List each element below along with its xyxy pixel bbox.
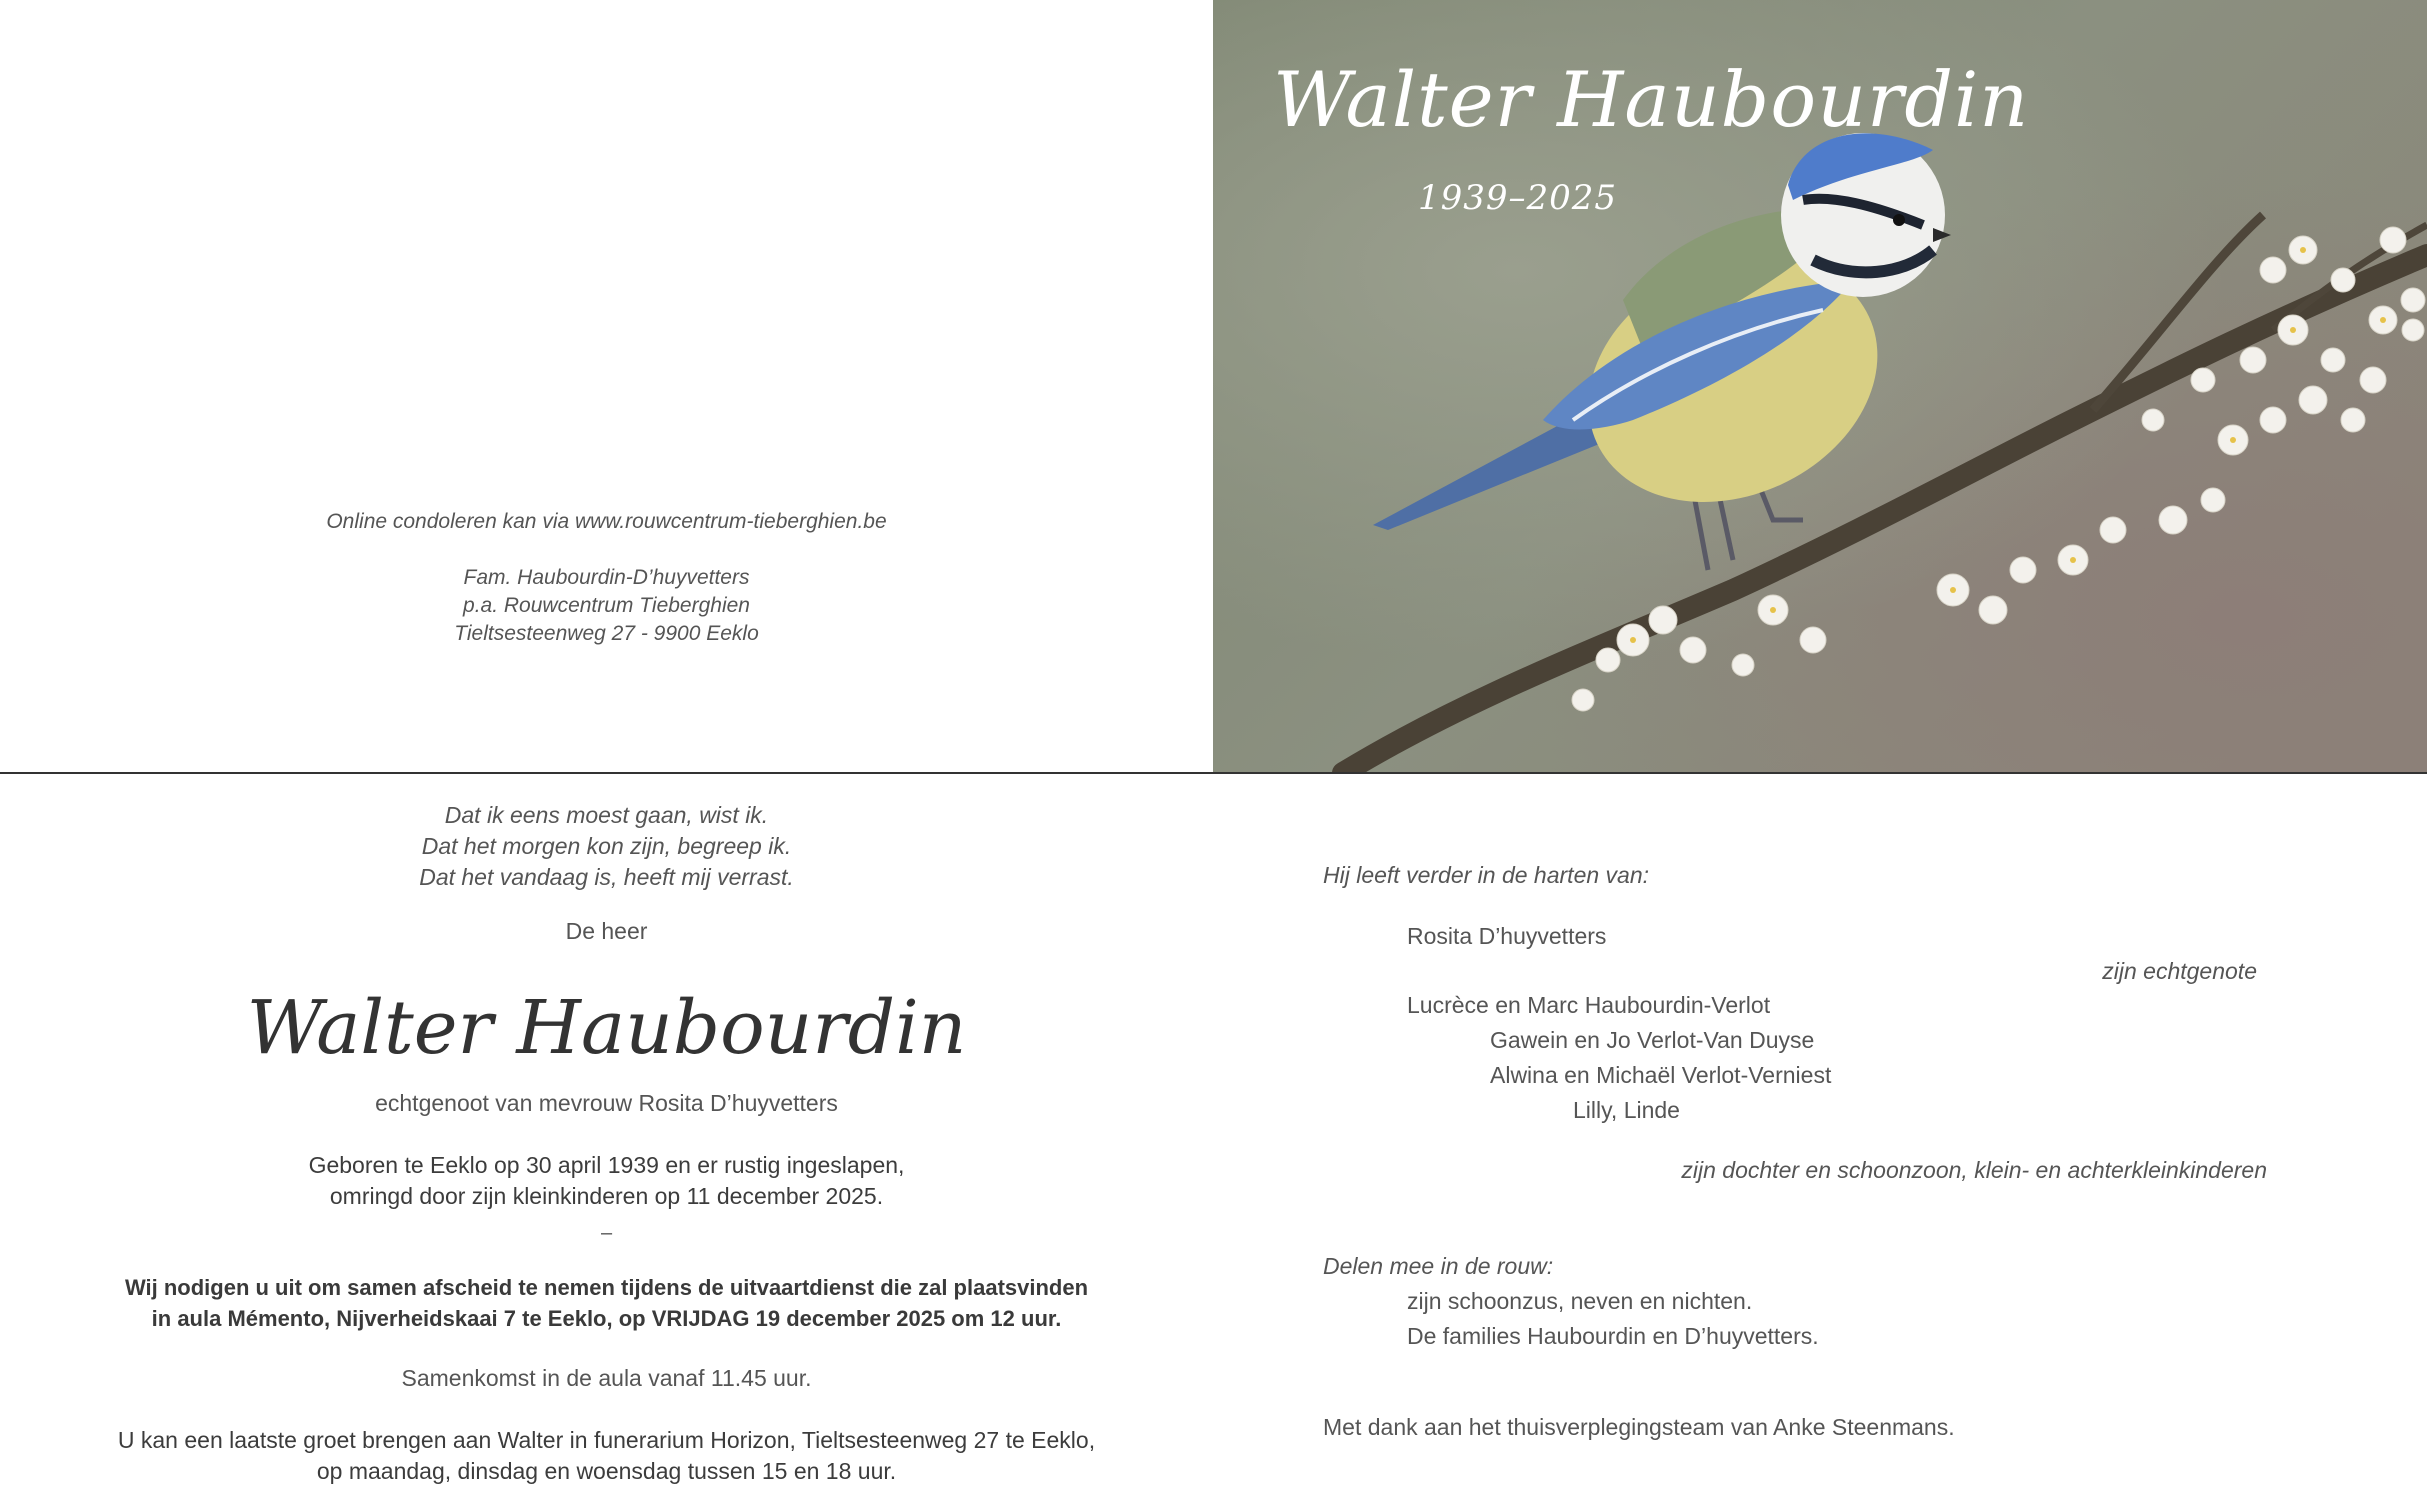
- greeting-line: op maandag, dinsdag en woensdag tussen 15 en 18 uur.: [316, 1458, 897, 1484]
- poem-line: Dat het morgen kon zijn, begreep ik.: [421, 833, 792, 859]
- survivor-grandchild: Alwina en Michaël Verlot-Verniest: [1490, 1062, 1832, 1088]
- poem-line: Dat ik eens moest gaan, wist ik.: [444, 802, 769, 828]
- condolence-text: Online condoleren kan via www.rouwcentrum-tieberghien.be: [326, 510, 887, 533]
- survivor-grandchild: Gawein en Jo Verlot-Van Duyse: [1490, 1027, 1815, 1053]
- photo-name-script: Walter Haubourdin: [1273, 55, 2030, 144]
- address-line: p.a. Rouwcentrum Tieberghien: [463, 594, 750, 617]
- spouse-line: echtgenoot van mevrouw Rosita D’huyvetters: [375, 1090, 838, 1116]
- poem: [0, 800, 1213, 893]
- thanks-line: Met dank aan het thuisverplegingsteam van Anke Steenmans.: [1323, 1414, 1955, 1440]
- last-greeting: [0, 1425, 1213, 1487]
- survivor-great-grandchildren: Lilly, Linde: [1573, 1097, 1680, 1123]
- birth-line: Geboren te Eeklo op 30 april 1939 en er rustig ingeslapen,: [308, 1152, 905, 1178]
- mourning-intro: Delen mee in de rouw:: [1323, 1253, 1554, 1279]
- contact-block: [0, 508, 1213, 648]
- honorific: De heer: [565, 918, 648, 944]
- mourning-line: zijn schoonzus, neven en nichten.: [1407, 1288, 1753, 1314]
- spacer: [0, 536, 1213, 564]
- fold-divider: [0, 772, 2427, 774]
- mourning-line: De families Haubourdin en D’huyvetters.: [1407, 1323, 1819, 1349]
- family-role: zijn dochter en schoonzoon, klein- en achterkleinkinderen: [1681, 1157, 2267, 1183]
- gathering-time: Samenkomst in de aula vanaf 11.45 uur.: [401, 1365, 812, 1391]
- survivor-spouse: Rosita D’huyvetters: [1407, 923, 1607, 949]
- spouse-role: zijn echtgenote: [2102, 958, 2257, 984]
- address-line: Fam. Haubourdin-D’huyvetters: [463, 566, 750, 589]
- invitation-line: in aula Mémento, Nijverheidskaai 7 te Eeklo, op VRIJDAG 19 december 2025 om 12 uur.: [151, 1306, 1062, 1331]
- invitation-line: Wij nodigen u uit om samen afscheid te nemen tijdens de uitvaartdienst die zal plaatsvinden: [124, 1275, 1089, 1300]
- poem-line: Dat het vandaag is, heeft mij verrast.: [419, 864, 794, 890]
- birth-line: omringd door zijn kleinkinderen op 11 december 2025.: [329, 1183, 884, 1209]
- deceased-name-script: Walter Haubourdin: [246, 985, 967, 1071]
- top-left-panel: [0, 0, 1213, 772]
- photo-years: 1939–2025: [1418, 178, 1618, 218]
- survivor-daughter: Lucrèce en Marc Haubourdin-Verlot: [1407, 992, 1771, 1018]
- separator-dash: –: [600, 1222, 613, 1244]
- address-line: Tieltsesteenweg 27 - 9900 Eeklo: [454, 622, 759, 645]
- bird-photo: [1213, 0, 2427, 773]
- funeral-invitation: [0, 1272, 1213, 1334]
- survivors-intro: Hij leeft verder in de harten van:: [1323, 862, 1650, 888]
- birth-death-text: [0, 1150, 1213, 1212]
- greeting-line: U kan een laatste groet brengen aan Walter in funerarium Horizon, Tieltsesteenweg 27 te Eeklo,: [117, 1427, 1096, 1453]
